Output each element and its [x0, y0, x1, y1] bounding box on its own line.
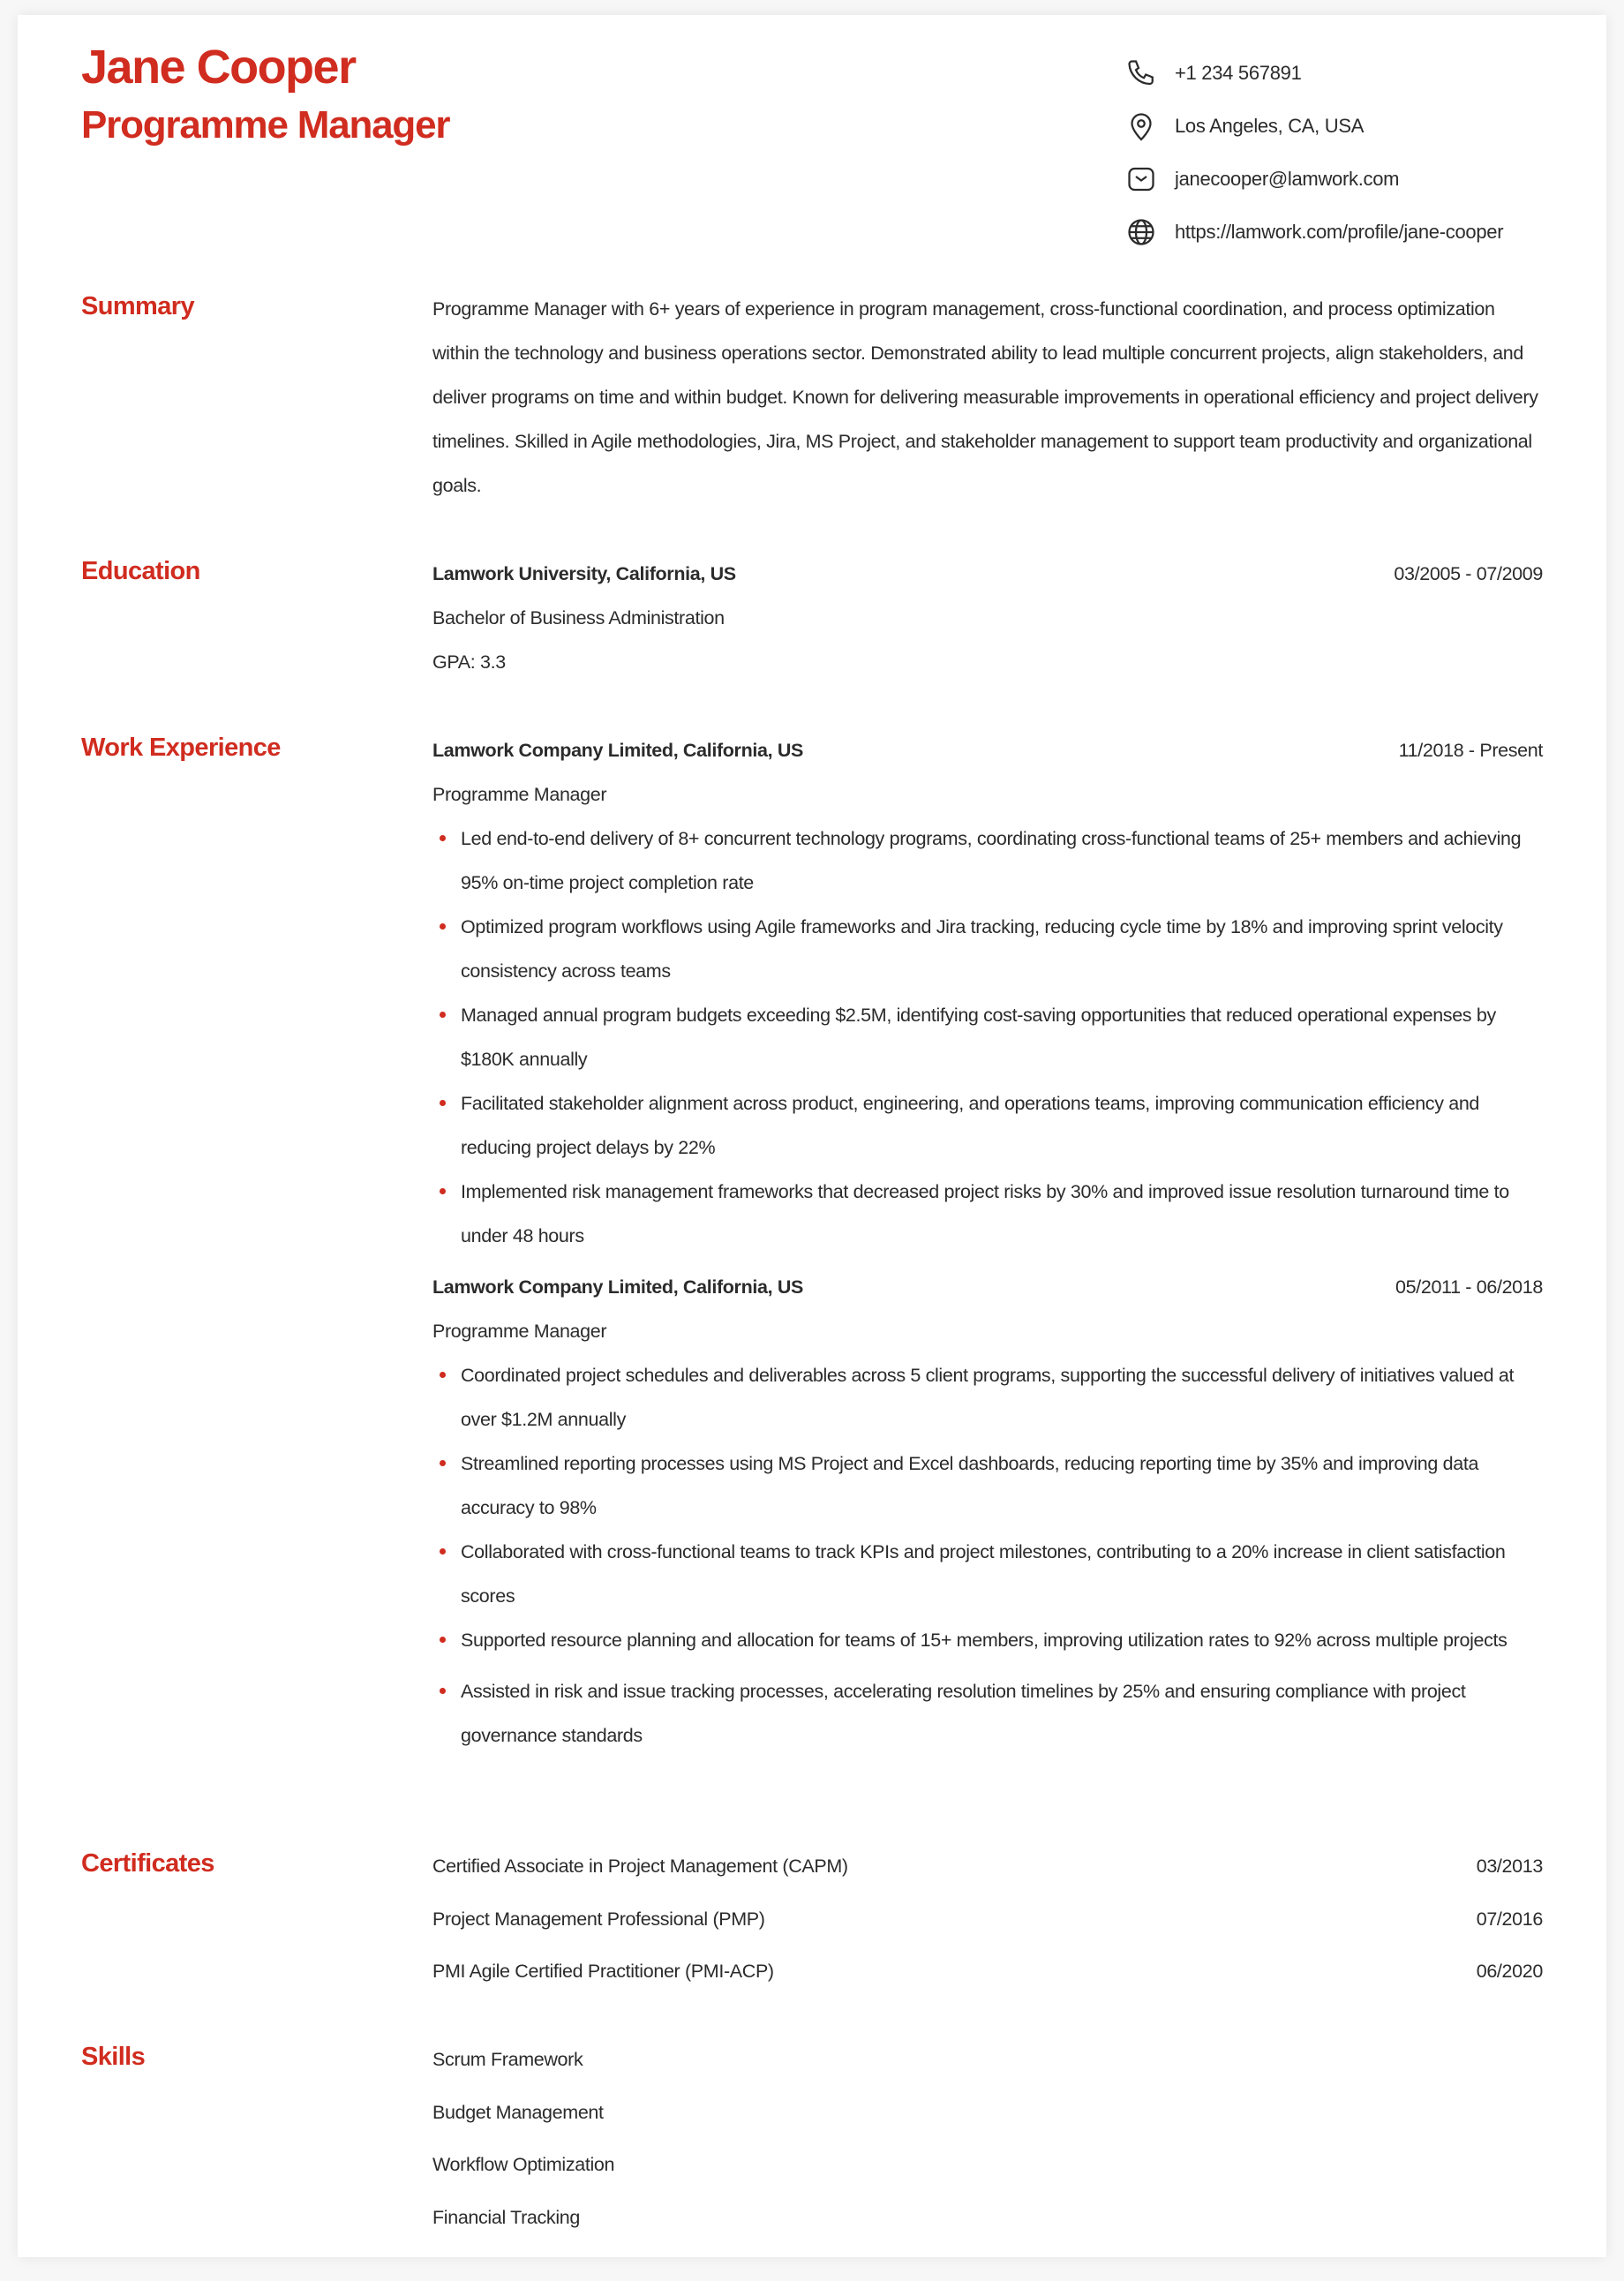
contact-email[interactable] [1125, 153, 1503, 206]
job-entry [432, 728, 1543, 1258]
bullet-item: Streamlined reporting processes using MS Project and Excel dashboards, reducing reporting time by 35% and improving data accuracy to 98% [432, 1442, 1543, 1530]
contact-phone-text: +1 234 567891 [1175, 62, 1302, 84]
contact-email-text[interactable]: janecooper@lamwork.com [1175, 168, 1400, 190]
company-name: Lamwork Company Limited, California, US [432, 740, 804, 761]
job-dates: 05/2011 - 06/2018 [1395, 1276, 1543, 1298]
job-entry [432, 1265, 1543, 1758]
bullet-item: Managed annual program budgets exceeding $2.5M, identifying cost-saving opportunities that reduced operational expenses by $180K annually [432, 993, 1543, 1081]
job-bullets [432, 817, 1543, 1258]
bullet-item: Led end-to-end delivery of 8+ concurrent technology programs, coordinating cross-functional teams of 25+ members and achieving 95% on-time project completion rate [432, 817, 1543, 905]
job-role: Programme Manager [432, 784, 607, 805]
skill-item: Workflow Optimization [432, 2154, 615, 2175]
skill-item: Scrum Framework [432, 2049, 583, 2070]
certificate-date: 07/2016 [1476, 1908, 1543, 1930]
contact-phone [1125, 47, 1503, 100]
job-bullets [432, 1353, 1543, 1758]
section-heading: Skills [81, 2043, 146, 2071]
job-role: Programme Manager [432, 1321, 607, 1342]
certificate-item [432, 1844, 1543, 1897]
bullet-item: Assisted in risk and issue tracking processes, accelerating resolution timelines by 25% and ensuring compliance with project governance standards [432, 1669, 1543, 1758]
certificate-item [432, 1949, 1543, 2002]
contact-website-text[interactable]: https://lamwork.com/profile/jane-cooper [1175, 221, 1504, 243]
location-icon [1125, 110, 1157, 142]
certificate-name: Project Management Professional (PMP) [432, 1908, 765, 1930]
degree: Bachelor of Business Administration [432, 607, 725, 629]
section-heading: Summary [81, 292, 194, 320]
company-name: Lamwork Company Limited, California, US [432, 1276, 804, 1298]
section-heading: Certificates [81, 1849, 214, 1878]
section-heading: Education [81, 557, 200, 585]
certificate-date: 03/2013 [1476, 1856, 1543, 1877]
skill-item: Financial Tracking [432, 2206, 580, 2228]
resume-page [18, 15, 1606, 2257]
certificate-date: 06/2020 [1476, 1961, 1543, 1982]
candidate-title: Programme Manager [81, 103, 450, 147]
mail-icon [1125, 163, 1157, 195]
bullet-item: Optimized program workflows using Agile frameworks and Jira tracking, reducing cycle time by 18% and improving sprint velocity consistency across teams [432, 905, 1543, 993]
candidate-name: Jane Cooper [81, 41, 356, 94]
section-heading: Work Experience [81, 734, 281, 762]
job-dates: 11/2018 - Present [1398, 740, 1543, 761]
bullet-item: Coordinated project schedules and deliverables across 5 client programs, supporting the successful delivery of initiatives valued at over $1.2M annually [432, 1353, 1543, 1442]
bullet-item: Collaborated with cross-functional teams to track KPIs and project milestones, contributing to a 20% increase in client satisfaction scores [432, 1530, 1543, 1618]
bullet-item: Facilitated stakeholder alignment across product, engineering, and operations teams, improving communication efficiency and reducing project delays by 22% [432, 1081, 1543, 1170]
contact-location-text: Los Angeles, CA, USA [1175, 115, 1365, 137]
contact-list [1125, 47, 1503, 259]
skill-item: Budget Management [432, 2101, 604, 2123]
bullet-item: Supported resource planning and allocation for teams of 15+ members, improving utilization rates to 92% across multiple projects [432, 1618, 1543, 1662]
education-dates: 03/2005 - 07/2009 [1394, 563, 1543, 584]
certificate-item [432, 1897, 1543, 1950]
phone-icon [1125, 57, 1157, 89]
gpa: GPA: 3.3 [432, 651, 506, 673]
school-name: Lamwork University, California, US [432, 563, 736, 584]
summary-text: Programme Manager with 6+ years of experience in program management, cross-functional coordination, and process optimization within the technology and business operations sector. Demonstrated ability to lead multiple concurrent projects, align stakeholders, and deliver programs on time and within budget. Known for delivering measurable improvements in operational efficiency and project delivery timelines. Skilled in Agile methodologies, Jira, MS Project, and stakeholder management to support team productivity and organizational goals. [432, 298, 1538, 496]
bullet-item: Implemented risk management frameworks that decreased project risks by 30% and improved issue resolution turnaround time to under 48 hours [432, 1170, 1543, 1258]
certificate-name: Certified Associate in Project Management (CAPM) [432, 1856, 848, 1877]
contact-location [1125, 100, 1503, 153]
contact-website[interactable] [1125, 206, 1503, 259]
globe-icon [1125, 216, 1157, 248]
certificate-name: PMI Agile Certified Practitioner (PMI-ACP) [432, 1961, 774, 1982]
